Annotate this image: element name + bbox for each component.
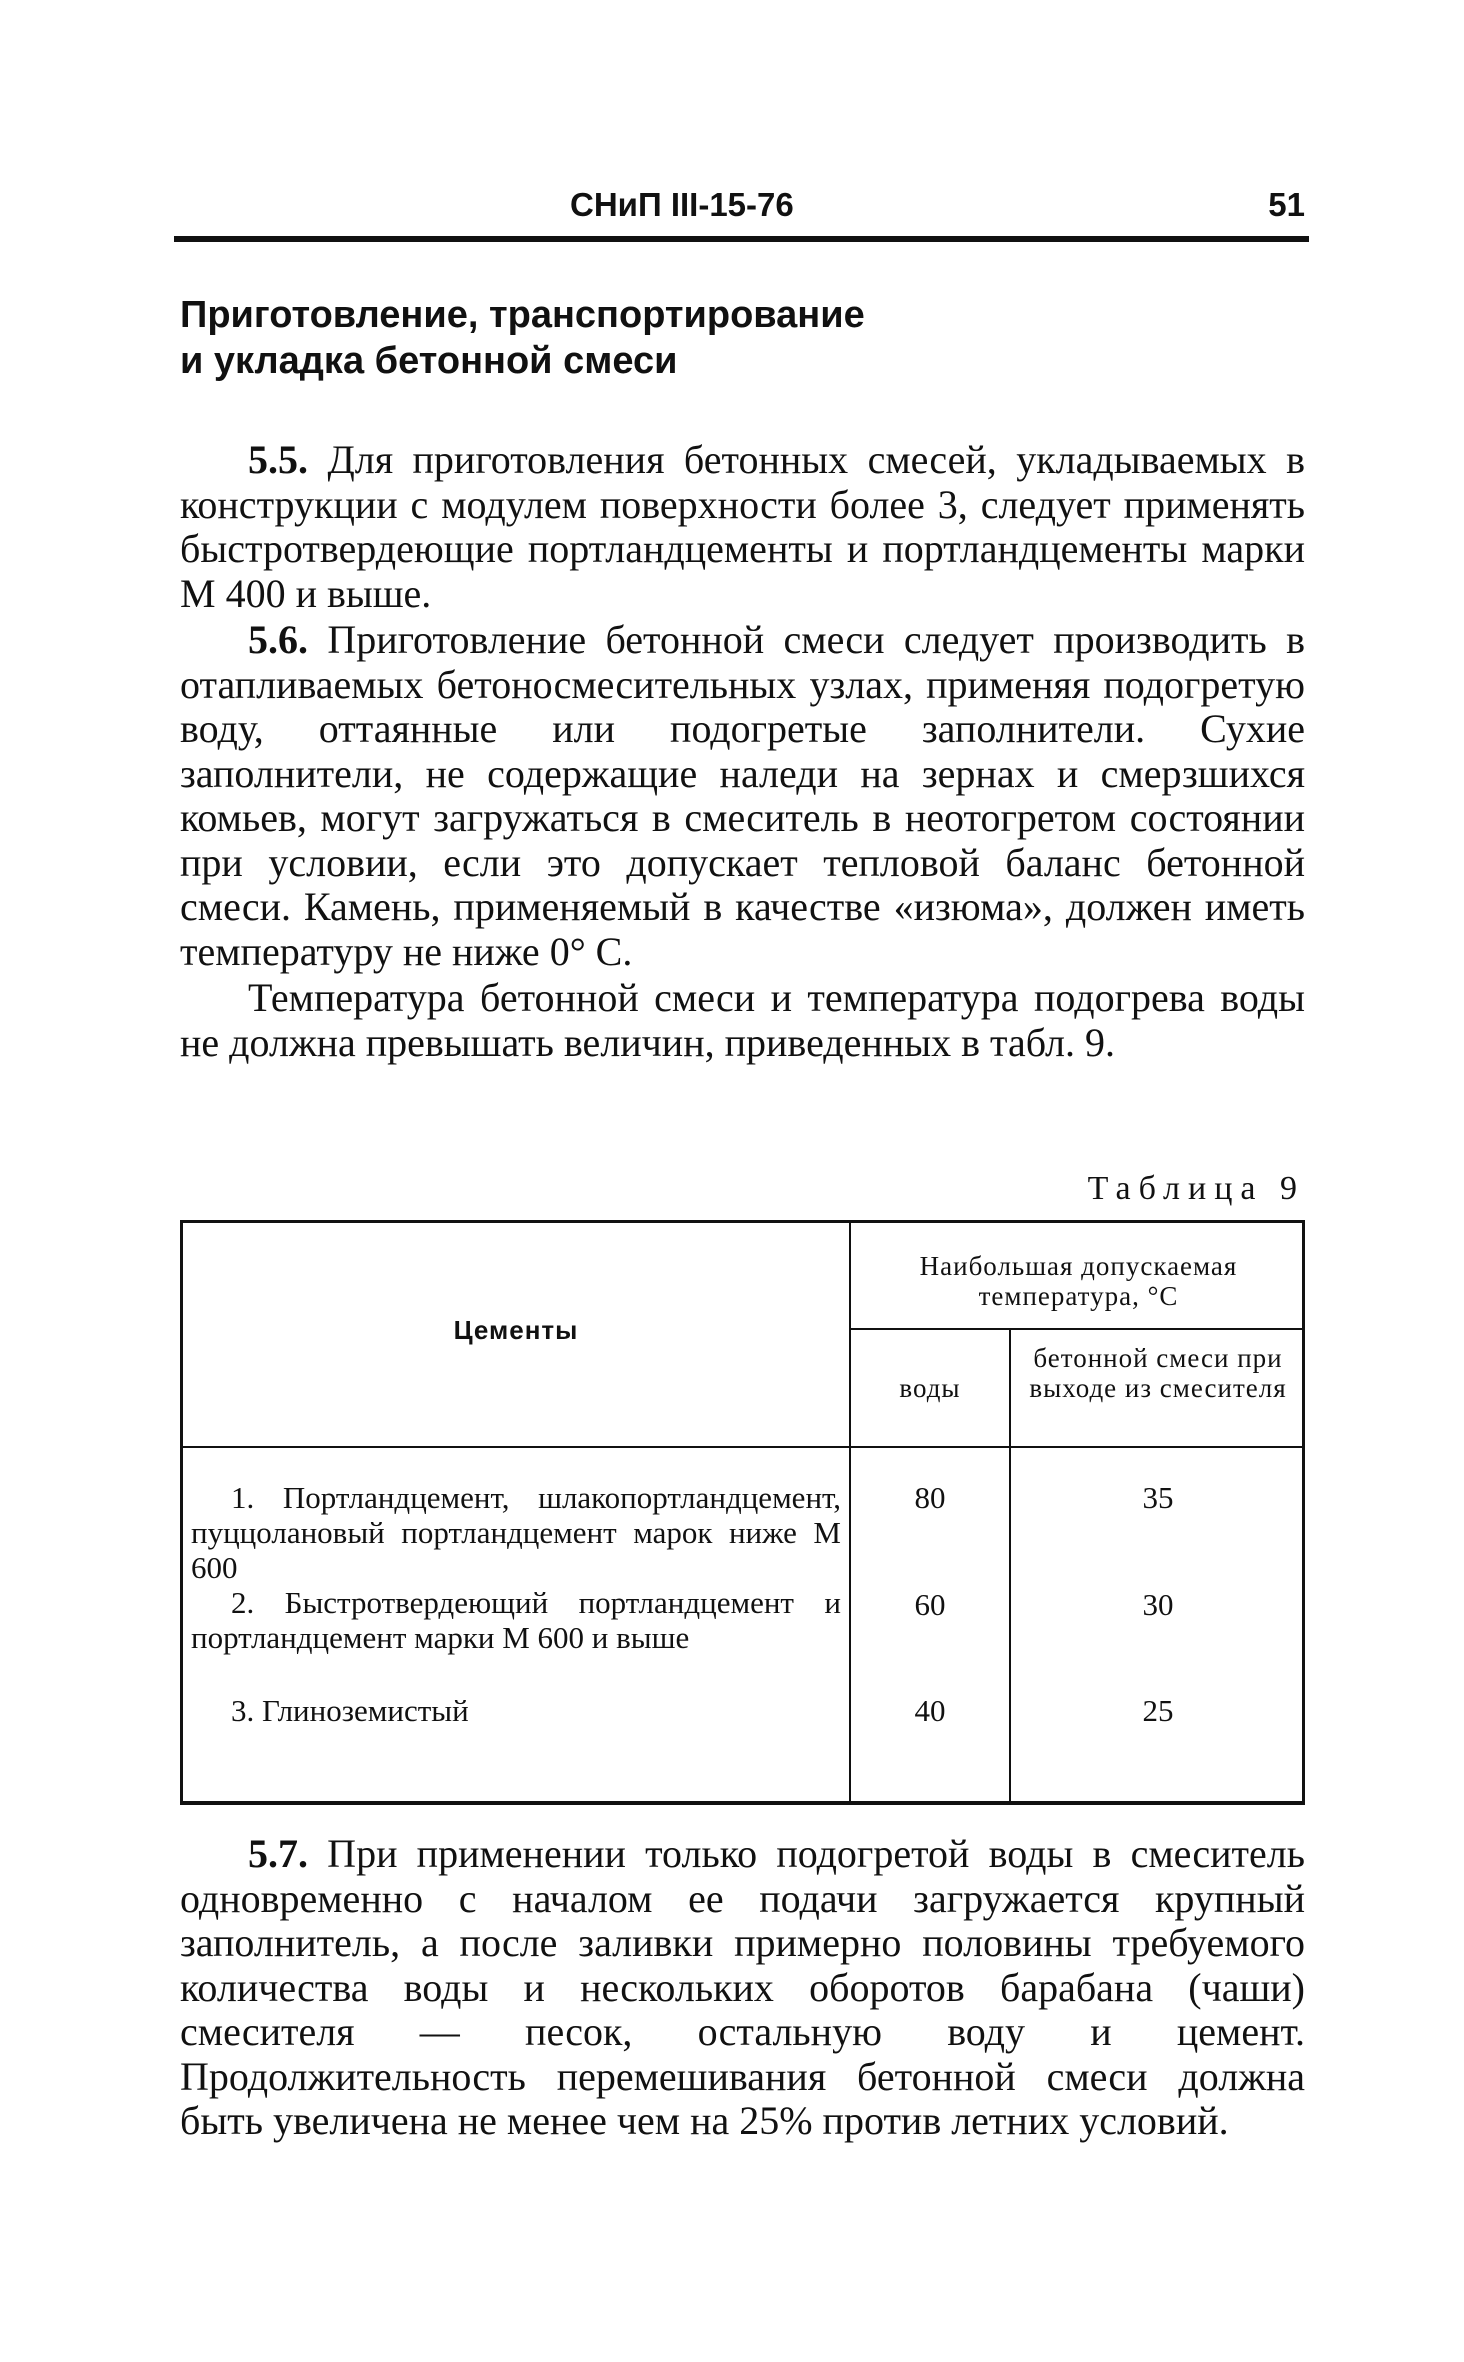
table-row-1-mix: 35 <box>1142 1480 1174 1515</box>
document-code: СНиП III-15-76 <box>570 186 794 223</box>
table-row-2-desc: 2. Быстротвердеющий портландцемент и портландцемент марки М 600 и выше <box>191 1585 841 1655</box>
paragraph-number: 5.6. <box>248 617 308 662</box>
table-row-1-desc: 1. Портландцемент, шлакопортландцемент, пуццолановый портландцемент марок ниже М 600 <box>191 1480 841 1585</box>
paragraph-text: При применении только подогретой воды в смеситель одновременно с началом ее подачи загружается крупный заполнитель, а после заливки примерно половины требуемого количества воды и нескольких оборотов барабана (чаши) смесителя — песок, остальную воду и цемент. Продолжительность перемешивания бетонной смеси должна быть увеличена не менее чем на 25% против летних условий. <box>180 1831 1305 2143</box>
section-title-line-2: и укладка бетонной смеси <box>180 340 678 382</box>
table-row-3-mix: 25 <box>1142 1693 1174 1728</box>
header-concrete-mix: бетонной смеси при выходе из смесителя <box>1029 1343 1287 1403</box>
table-vline-2 <box>1009 1328 1011 1801</box>
paragraph-number: 5.7. <box>248 1831 308 1876</box>
paragraph-5-6 <box>180 618 1305 974</box>
page-number: 51 <box>1268 186 1305 223</box>
paragraph-5-6-continued: Температура бетонной смеси и температура подогрева воды не должна превышать величин, приведенных в табл. 9. <box>180 975 1305 1065</box>
table-row-3-desc: 3. Глиноземистый <box>231 1693 469 1728</box>
header-cement: Цементы <box>453 1315 579 1345</box>
section-title <box>180 292 1305 384</box>
table-hline-header <box>183 1446 1302 1448</box>
paragraph-5-7 <box>180 1832 1305 2144</box>
paragraph-number: 5.5. <box>248 437 308 482</box>
section-title-line-1: Приготовление, транспортирование <box>180 294 865 336</box>
table-row-1-water: 80 <box>914 1480 946 1515</box>
paragraph-text: Для приготовления бетонных смесей, укладываемых в конструкции с модулем поверхности более 3, следует применять быстротвердеющие портландцементы и портландцементы марки М 400 и выше. <box>180 437 1305 616</box>
table-row-3-water: 40 <box>914 1693 946 1728</box>
header-rule <box>174 236 1309 242</box>
body-text-lower <box>180 1832 1305 2144</box>
header-water: воды <box>899 1373 961 1403</box>
paragraph-text: Приготовление бетонной смеси следует производить в отапливаемых бетоносмесительных узлах, применяя подогретую воду, оттаянные или подогретые заполнители. Сухие заполнители, не содержащие наледи на зернах и смерзшихся комьев, могут загружаться в смеситель в неотогретом состоянии при условии, если это допускает тепловой баланс бетонной смеси. Камень, применяемый в качестве «изюма», должен иметь температуру не ниже 0° С. <box>180 617 1305 974</box>
table-label: Таблица 9 <box>1087 1170 1305 1207</box>
body-text-upper <box>180 438 1305 1065</box>
table-hline-group <box>849 1328 1302 1330</box>
paragraph-5-5 <box>180 438 1305 616</box>
running-header <box>180 180 1305 230</box>
table-row-2-water: 60 <box>914 1587 946 1622</box>
document-page <box>180 180 1305 2143</box>
header-temperature-group: Наибольшая допускаемая температура, °С <box>919 1251 1238 1311</box>
table-row-2-mix: 30 <box>1142 1587 1174 1622</box>
table-9 <box>180 1220 1305 1805</box>
